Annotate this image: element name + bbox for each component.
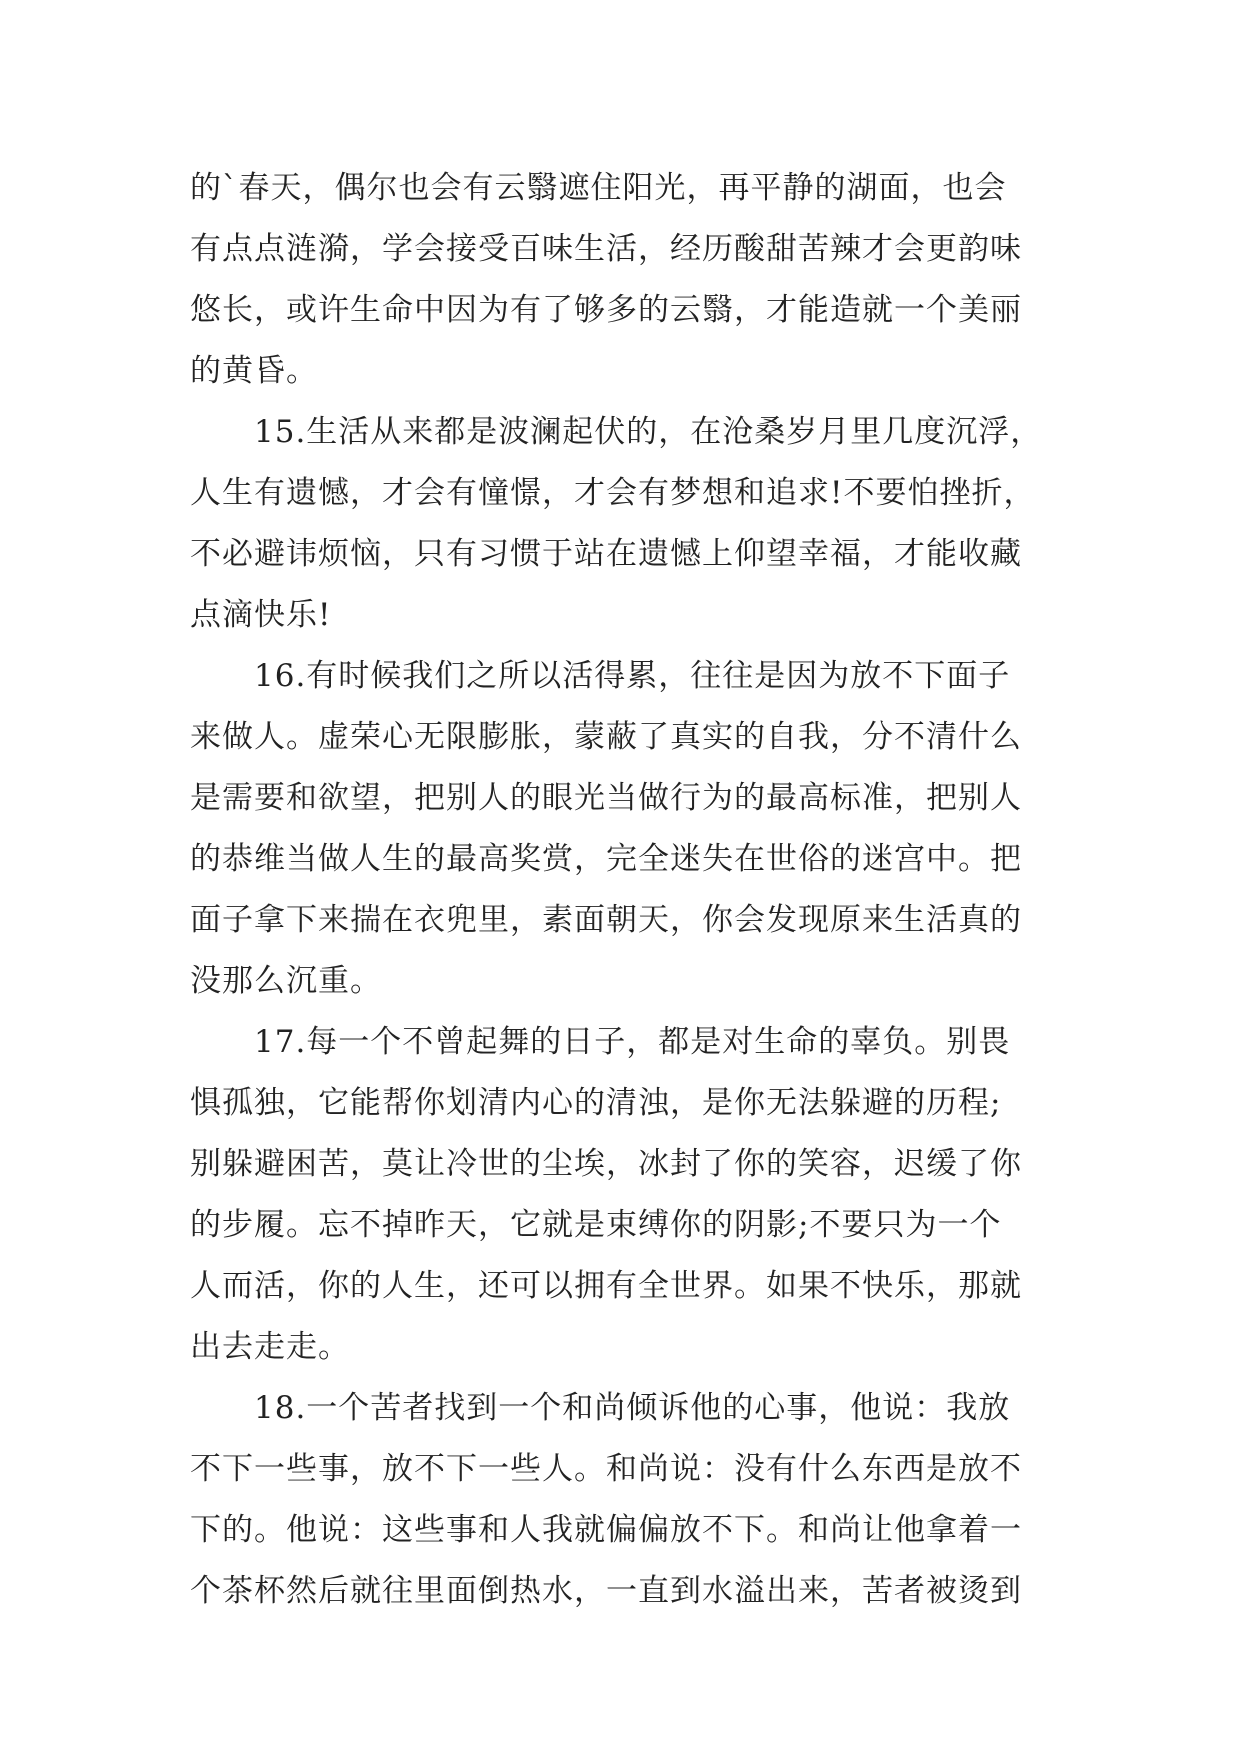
text-line: 没那么沉重。 xyxy=(190,963,382,999)
text-line: 出去走走。 xyxy=(190,1329,350,1365)
paragraph-start-line: 18.一个苦者找到一个和尚倾诉他的心事，他说：我放 xyxy=(254,1390,1011,1426)
text-line: 悠长，或许生命中因为有了够多的云翳，才能造就一个美丽 xyxy=(190,292,1022,328)
text-line: 的`春天，偶尔也会有云翳遮住阳光，再平静的湖面，也会 xyxy=(190,170,1007,206)
text-line: 的恭维当做人生的最高奖赏，完全迷失在世俗的迷宫中。把 xyxy=(190,841,1022,877)
text-line: 别躲避困苦，莫让冷世的尘埃，冰封了你的笑容，迟缓了你 xyxy=(190,1146,1022,1182)
text-line: 惧孤独，它能帮你划清内心的清浊，是你无法躲避的历程; xyxy=(190,1085,1002,1121)
text-line: 人而活，你的人生，还可以拥有全世界。如果不快乐，那就 xyxy=(190,1268,1022,1304)
paragraph-start-line: 16.有时候我们之所以活得累，往往是因为放不下面子 xyxy=(254,658,1011,694)
text-line: 来做人。虚荣心无限膨胀，蒙蔽了真实的自我，分不清什么 xyxy=(190,719,1022,755)
text-line: 人生有遗憾，才会有憧憬，才会有梦想和追求!不要怕挫折， xyxy=(190,475,1036,511)
text-line: 面子拿下来揣在衣兜里，素面朝天，你会发现原来生活真的 xyxy=(190,902,1022,938)
text-line: 是需要和欲望，把别人的眼光当做行为的最高标准，把别人 xyxy=(190,780,1022,816)
text-line: 有点点涟漪，学会接受百味生活，经历酸甜苦辣才会更韵味 xyxy=(190,231,1022,267)
text-line: 下的。他说：这些事和人我就偏偏放不下。和尚让他拿着一 xyxy=(190,1512,1022,1548)
text-line: 不下一些事，放不下一些人。和尚说：没有什么东西是放不 xyxy=(190,1451,1022,1487)
text-line: 不必避讳烦恼，只有习惯于站在遗憾上仰望幸福，才能收藏 xyxy=(190,536,1022,572)
text-line: 的步履。忘不掉昨天，它就是束缚你的阴影;不要只为一个 xyxy=(190,1207,1002,1243)
text-line: 点滴快乐! xyxy=(190,597,332,633)
paragraph-start-line: 17.每一个不曾起舞的日子，都是对生命的辜负。别畏 xyxy=(254,1024,1011,1060)
paragraph-start-line: 15.生活从来都是波澜起伏的，在沧桑岁月里几度沉浮， xyxy=(254,414,1043,450)
text-line: 个茶杯然后就往里面倒热水，一直到水溢出来，苦者被烫到 xyxy=(190,1573,1022,1609)
text-line: 的黄昏。 xyxy=(190,353,318,389)
document-body xyxy=(190,158,1052,1622)
